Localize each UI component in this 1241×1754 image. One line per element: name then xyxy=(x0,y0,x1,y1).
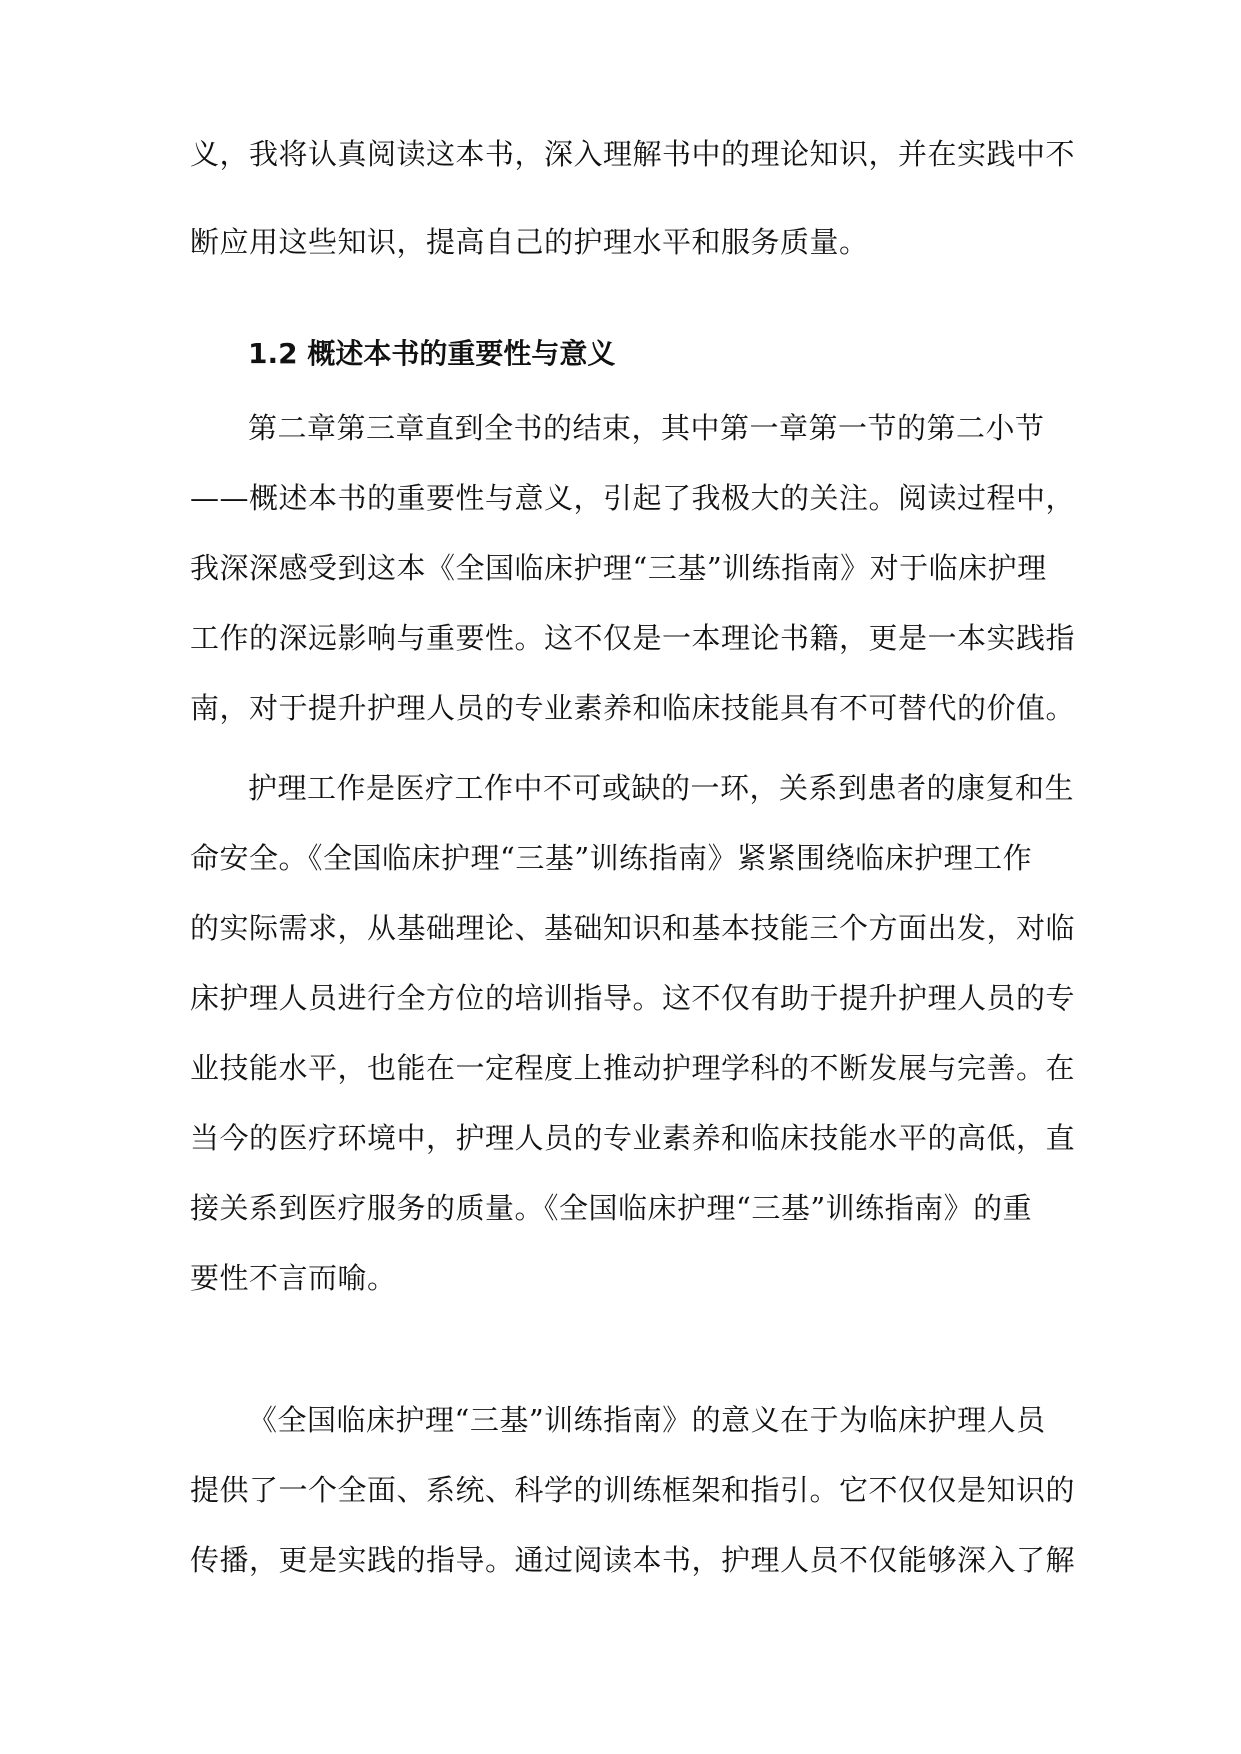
paragraph-2-line-6: 当今的医疗环境中，护理人员的专业素养和临床技能水平的高低，直 xyxy=(190,1121,1076,1155)
section-heading: 1.2 概述本书的重要性与意义 xyxy=(248,337,616,370)
paragraph-3-line-3: 传播，更是实践的指导。通过阅读本书，护理人员不仅能够深入了解 xyxy=(190,1543,1076,1577)
paragraph-2-line-1: 护理工作是医疗工作中不可或缺的一环，关系到患者的康复和生 xyxy=(248,771,1075,805)
paragraph-2-line-2: 命安全。《全国临床护理“三基”训练指南》紧紧围绕临床护理工作 xyxy=(190,841,1033,875)
paragraph-intro-line-1: 义，我将认真阅读这本书，深入理解书中的理论知识，并在实践中不 xyxy=(190,137,1076,171)
paragraph-2-line-7: 接关系到医疗服务的质量。《全国临床护理“三基”训练指南》的重 xyxy=(190,1191,1033,1225)
paragraph-1-line-1: 第二章第三章直到全书的结束，其中第一章第一节的第二小节 xyxy=(248,411,1045,445)
paragraph-intro-line-2: 断应用这些知识，提高自己的护理水平和服务质量。 xyxy=(190,225,869,259)
paragraph-1-line-4: 工作的深远影响与重要性。这不仅是一本理论书籍，更是一本实践指 xyxy=(190,621,1076,655)
paragraph-1-line-5: 南，对于提升护理人员的专业素养和临床技能具有不可替代的价值。 xyxy=(190,691,1076,725)
paragraph-1-line-3: 我深深感受到这本《全国临床护理“三基”训练指南》对于临床护理 xyxy=(190,551,1047,585)
paragraph-2-line-3: 的实际需求，从基础理论、基础知识和基本技能三个方面出发，对临 xyxy=(190,911,1076,945)
paragraph-2-line-5: 业技能水平，也能在一定程度上推动护理学科的不断发展与完善。在 xyxy=(190,1051,1076,1085)
paragraph-1-line-2: ——概述本书的重要性与意义，引起了我极大的关注。阅读过程中， xyxy=(190,481,1076,515)
paragraph-3-line-1: 《全国临床护理“三基”训练指南》的意义在于为临床护理人员 xyxy=(248,1403,1046,1437)
paragraph-3-line-2: 提供了一个全面、系统、科学的训练框架和指引。它不仅仅是知识的 xyxy=(190,1473,1076,1507)
paragraph-2-line-4: 床护理人员进行全方位的培训指导。这不仅有助于提升护理人员的专 xyxy=(190,981,1076,1015)
paragraph-2-line-8: 要性不言而喻。 xyxy=(190,1261,397,1295)
